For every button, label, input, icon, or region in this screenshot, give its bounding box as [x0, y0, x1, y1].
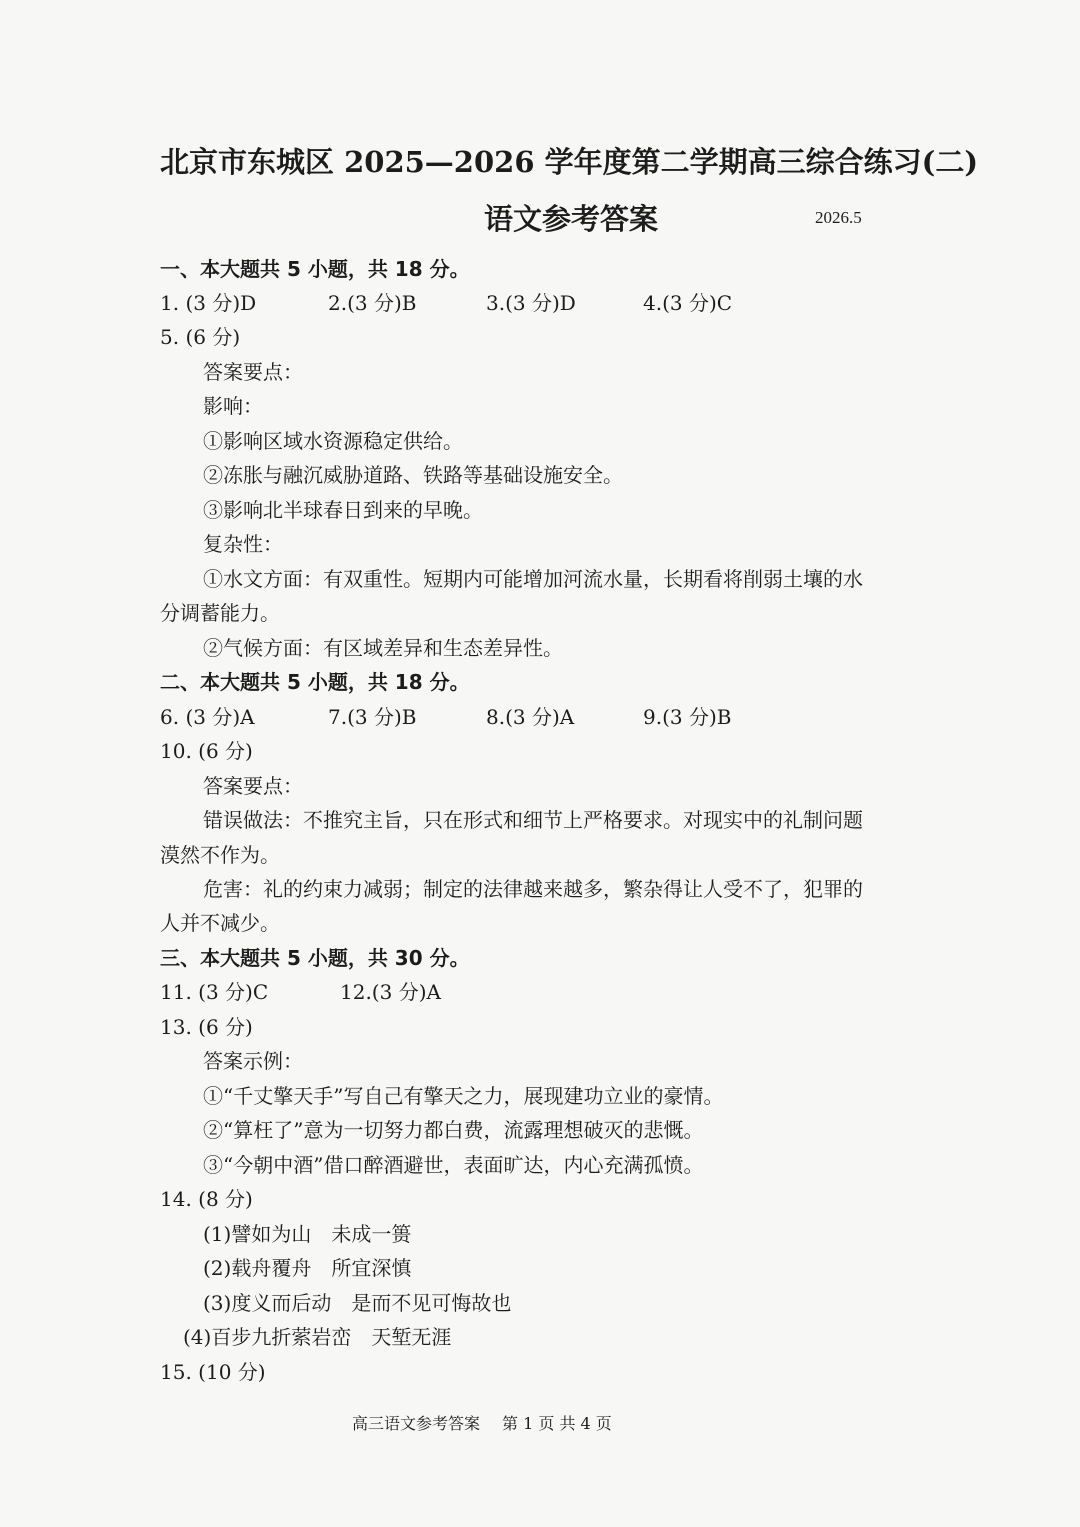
answer-q11: 11. (3 分)C — [160, 980, 269, 1004]
answer-q9: 9.(3 分)B — [643, 705, 732, 729]
answer-q6: 6. (3 分)A — [160, 705, 255, 729]
q10-line: 漠然不作为。 — [160, 843, 280, 867]
q5-line: 影响： — [203, 394, 263, 418]
answer-q7: 7.(3 分)B — [328, 705, 417, 729]
q10-line: 错误做法：不推究主旨，只在形式和细节上严格要求。对现实中的礼制问题 — [203, 808, 863, 832]
q14-line: (2)载舟覆舟 所宜深慎 — [203, 1256, 412, 1280]
q13-line: ①“千丈擎天手”写自己有擎天之力，展现建功立业的豪情。 — [203, 1084, 724, 1108]
answer-q3: 3.(3 分)D — [486, 291, 576, 315]
footer-page-number: 第 1 页 共 4 页 — [502, 1414, 612, 1433]
answer-q8: 8.(3 分)A — [486, 705, 575, 729]
section-1-heading: 一、本大题共 5 小题，共 18 分。 — [160, 257, 470, 281]
section-3-heading: 三、本大题共 5 小题，共 30 分。 — [160, 946, 470, 970]
footer-doc-name: 高三语文参考答案 — [352, 1414, 481, 1433]
q14-line: (3)度义而后动 是而不见可悔故也 — [203, 1291, 512, 1315]
answer-q4: 4.(3 分)C — [643, 291, 733, 315]
q5-line: 分调蓄能力。 — [160, 601, 280, 625]
q10-line: 答案要点： — [203, 774, 303, 798]
q13-line: ③“今朝中酒”借口醉酒避世，表面旷达，内心充满孤愤。 — [203, 1153, 704, 1177]
answer-q5: 5. (6 分) — [160, 325, 241, 349]
q14-line: (1)譬如为山 未成一篑 — [203, 1222, 412, 1246]
q10-line: 人并不减少。 — [160, 911, 280, 935]
q5-line: ②冻胀与融沉威胁道路、铁路等基础设施安全。 — [203, 463, 623, 487]
answer-q2: 2.(3 分)B — [328, 291, 417, 315]
document-subtitle: 语文参考答案 — [484, 202, 659, 236]
q5-line: ①水文方面：有双重性。短期内可能增加河流水量，长期看将削弱土壤的水 — [203, 567, 863, 591]
q5-line: ②气候方面：有区域差异和生态差异性。 — [203, 636, 563, 660]
q5-line: 复杂性： — [203, 532, 283, 556]
q14-line: (4)百步九折萦岩峦 天堑无涯 — [183, 1325, 452, 1349]
answer-q1: 1. (3 分)D — [160, 291, 257, 315]
answer-q14: 14. (8 分) — [160, 1187, 253, 1211]
q5-line: ③影响北半球春日到来的早晚。 — [203, 498, 483, 522]
section-2-heading: 二、本大题共 5 小题，共 18 分。 — [160, 670, 470, 694]
q5-line: ①影响区域水资源稳定供给。 — [203, 429, 463, 453]
q13-line: ②“算枉了”意为一切努力都白费，流露理想破灭的悲慨。 — [203, 1118, 704, 1142]
document-date: 2026.5 — [815, 208, 862, 227]
q10-line: 危害：礼的约束力减弱；制定的法律越来越多，繁杂得让人受不了，犯罪的 — [203, 877, 863, 901]
q13-line: 答案示例： — [203, 1049, 303, 1073]
document-title: 北京市东城区 2025—2026 学年度第二学期高三综合练习(二) — [160, 145, 979, 179]
answer-q12: 12.(3 分)A — [340, 980, 441, 1004]
page-footer — [352, 1411, 612, 1434]
q5-line: 答案要点： — [203, 360, 303, 384]
answer-q10: 10. (6 分) — [160, 739, 253, 763]
answer-q13: 13. (6 分) — [160, 1015, 253, 1039]
answer-q15: 15. (10 分) — [160, 1360, 266, 1384]
